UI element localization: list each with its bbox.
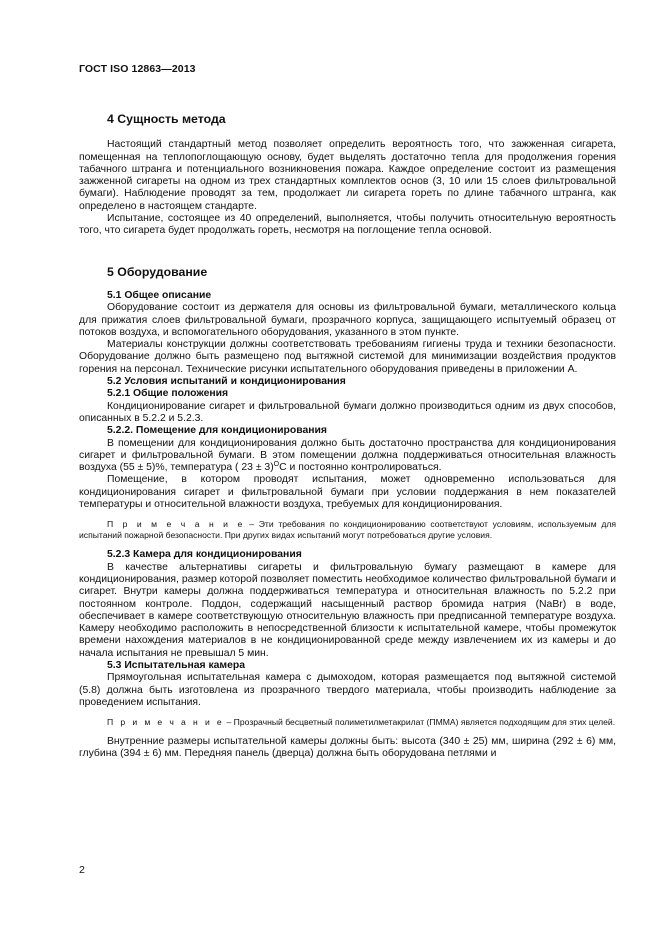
section-5-2-1-paragraph: Кондиционирование сигарет и фильтровальной бумаги должно производиться одним из двух способов, описанных в 5.2.2 и 5.2.3.	[79, 400, 616, 424]
section-4-paragraph-1: Настоящий стандартный метод позволяет определить вероятность того, что зажженная сигарета, помещенная на теплопоглощающую основу, будет выделять достаточно тепла для продолжения горения табачного штранга и потенциального возникновения пожара. Каждое определение состоит из размещения зажженной сигареты на одном из трех стандартных комплектов основ (3, 10 или 15 слоев фильтровальной бумаги). Наблюдение проводят за тем, продолжает ли сигарета гореть по длине табачного штранга, как определено в настоящем стандарте.	[79, 139, 616, 212]
section-5-2-title: 5.2 Условия испытаний и кондиционирования	[107, 376, 346, 388]
note-1	[79, 519, 616, 541]
section-4-paragraph-2: Испытание, состоящее из 40 определений, выполняется, чтобы получить относительную вероятность того, что сигарета будет продолжать гореть, несмотря на поглощение тепла основой.	[79, 213, 616, 237]
section-5-2-2-paragraph-1	[79, 438, 616, 475]
section-5-1-paragraph-2: Материалы конструкции должны соответствовать требованиям гигиены труда и техники безопасности. Оборудование должно быть размещено под вытяжной системой для минимизации воздействия продуктов горения на персонал. Технические рисунки испытательного оборудования приведены в приложении А.	[79, 339, 616, 375]
conditioning-text-b: C и постоянно контролироваться.	[279, 462, 442, 474]
section-5-2-2-title: 5.2.2. Помещение для кондиционирования	[107, 425, 327, 437]
section-5-2-3-title: 5.2.3 Камера для кондиционирования	[107, 549, 302, 561]
section-5-title: 5 Оборудование	[107, 264, 208, 279]
standard-header: ГОСТ ISO 12863—2013	[79, 63, 196, 75]
note-2	[79, 717, 616, 728]
section-5-3-title: 5.3 Испытательная камера	[107, 659, 246, 671]
section-5-2-2-paragraph-2: Помещение, в котором проводят испытания, может одновременно использоваться для кондиционирования сигарет и фильтровальной бумаги при условии поддержания в нем показателей температуры и относительной влажности воздуха, требуемых для кондиционирования.	[79, 474, 616, 511]
conditioning-text-a: В помещении для кондиционирования должно быть достаточно пространства для кондиционирования сигарет и фильтровальной бумаги. В этом помещении должна поддерживаться относительная влажность воздуха (55 ± 5)%, температура ( 23 ± 3)	[79, 437, 616, 474]
section-5-3-paragraph-2: Внутренние размеры испытательной камеры должны быть: высота (340 ± 25) мм, ширина (292 ± 6) мм, глубина (394 ± 6) мм. Передняя панель (дверца) должна быть оборудована петлями и	[79, 736, 616, 760]
note-2-label: П р и м е ч а н и е	[107, 717, 225, 728]
note-1-label: П р и м е ч а н и е	[107, 519, 245, 530]
note-1-text: – Эти требования по кондиционированию соответствуют условиям, используемым для испытаний пожарной безопасности. При других видах испытаний могут потребоваться другие условия.	[79, 519, 616, 541]
degree-mark: O	[273, 461, 280, 469]
page-number: 2	[79, 864, 85, 876]
section-5-1-title: 5.1 Общее описание	[107, 289, 212, 301]
section-5-2-1-title: 5.2.1 Общие положения	[107, 388, 229, 400]
section-5-3-paragraph-1: Прямоугольная испытательная камера с дымоходом, которая размещается под вытяжной системой (5.8) должна быть изготовлена из прозрачного твердого материала, чтобы производить наблюдение за проведением испытания.	[79, 672, 616, 708]
document-body	[79, 113, 616, 761]
section-5-2-3-paragraph: В качестве альтернативы сигареты и фильтровальную бумагу размещают в камере для кондиционирования, размер которой позволяет поместить необходимое количество фильтровальной бумаги и сигарет. Внутри камеры должна поддерживаться температура и относительная влажность по 5.2.2 при постоянном контроле. Поддон, содержащий насыщенный раствор бромида натрия (NaBr) в воде, обеспечивает в камере соответствующую относительную влажность при предписанной температуре воздуха. Камеру необходимо расположить в непосредственной близости к испытательной камере, чтобы промежуток времени нахождения материалов в не кондиционированной среде между извлечением их из камеры и до начала испытания не превышал 5 мин.	[79, 561, 616, 659]
section-4-title: 4 Сущность метода	[107, 112, 226, 126]
section-5-1-paragraph-1: Оборудование состоит из держателя для основы из фильтровальной бумаги, металлического кольца для прижатия слоев фильтровальной бумаги, прозрачного корпуса, защищающего испытуемый образец от потоков воздуха, и вспомогательного оборудования, указанного в этом пункте.	[79, 302, 616, 338]
note-2-text: – Прозрачный бесцветный полиметилметакрилат (ПММА) является подходящим для этих целей.	[224, 717, 616, 728]
